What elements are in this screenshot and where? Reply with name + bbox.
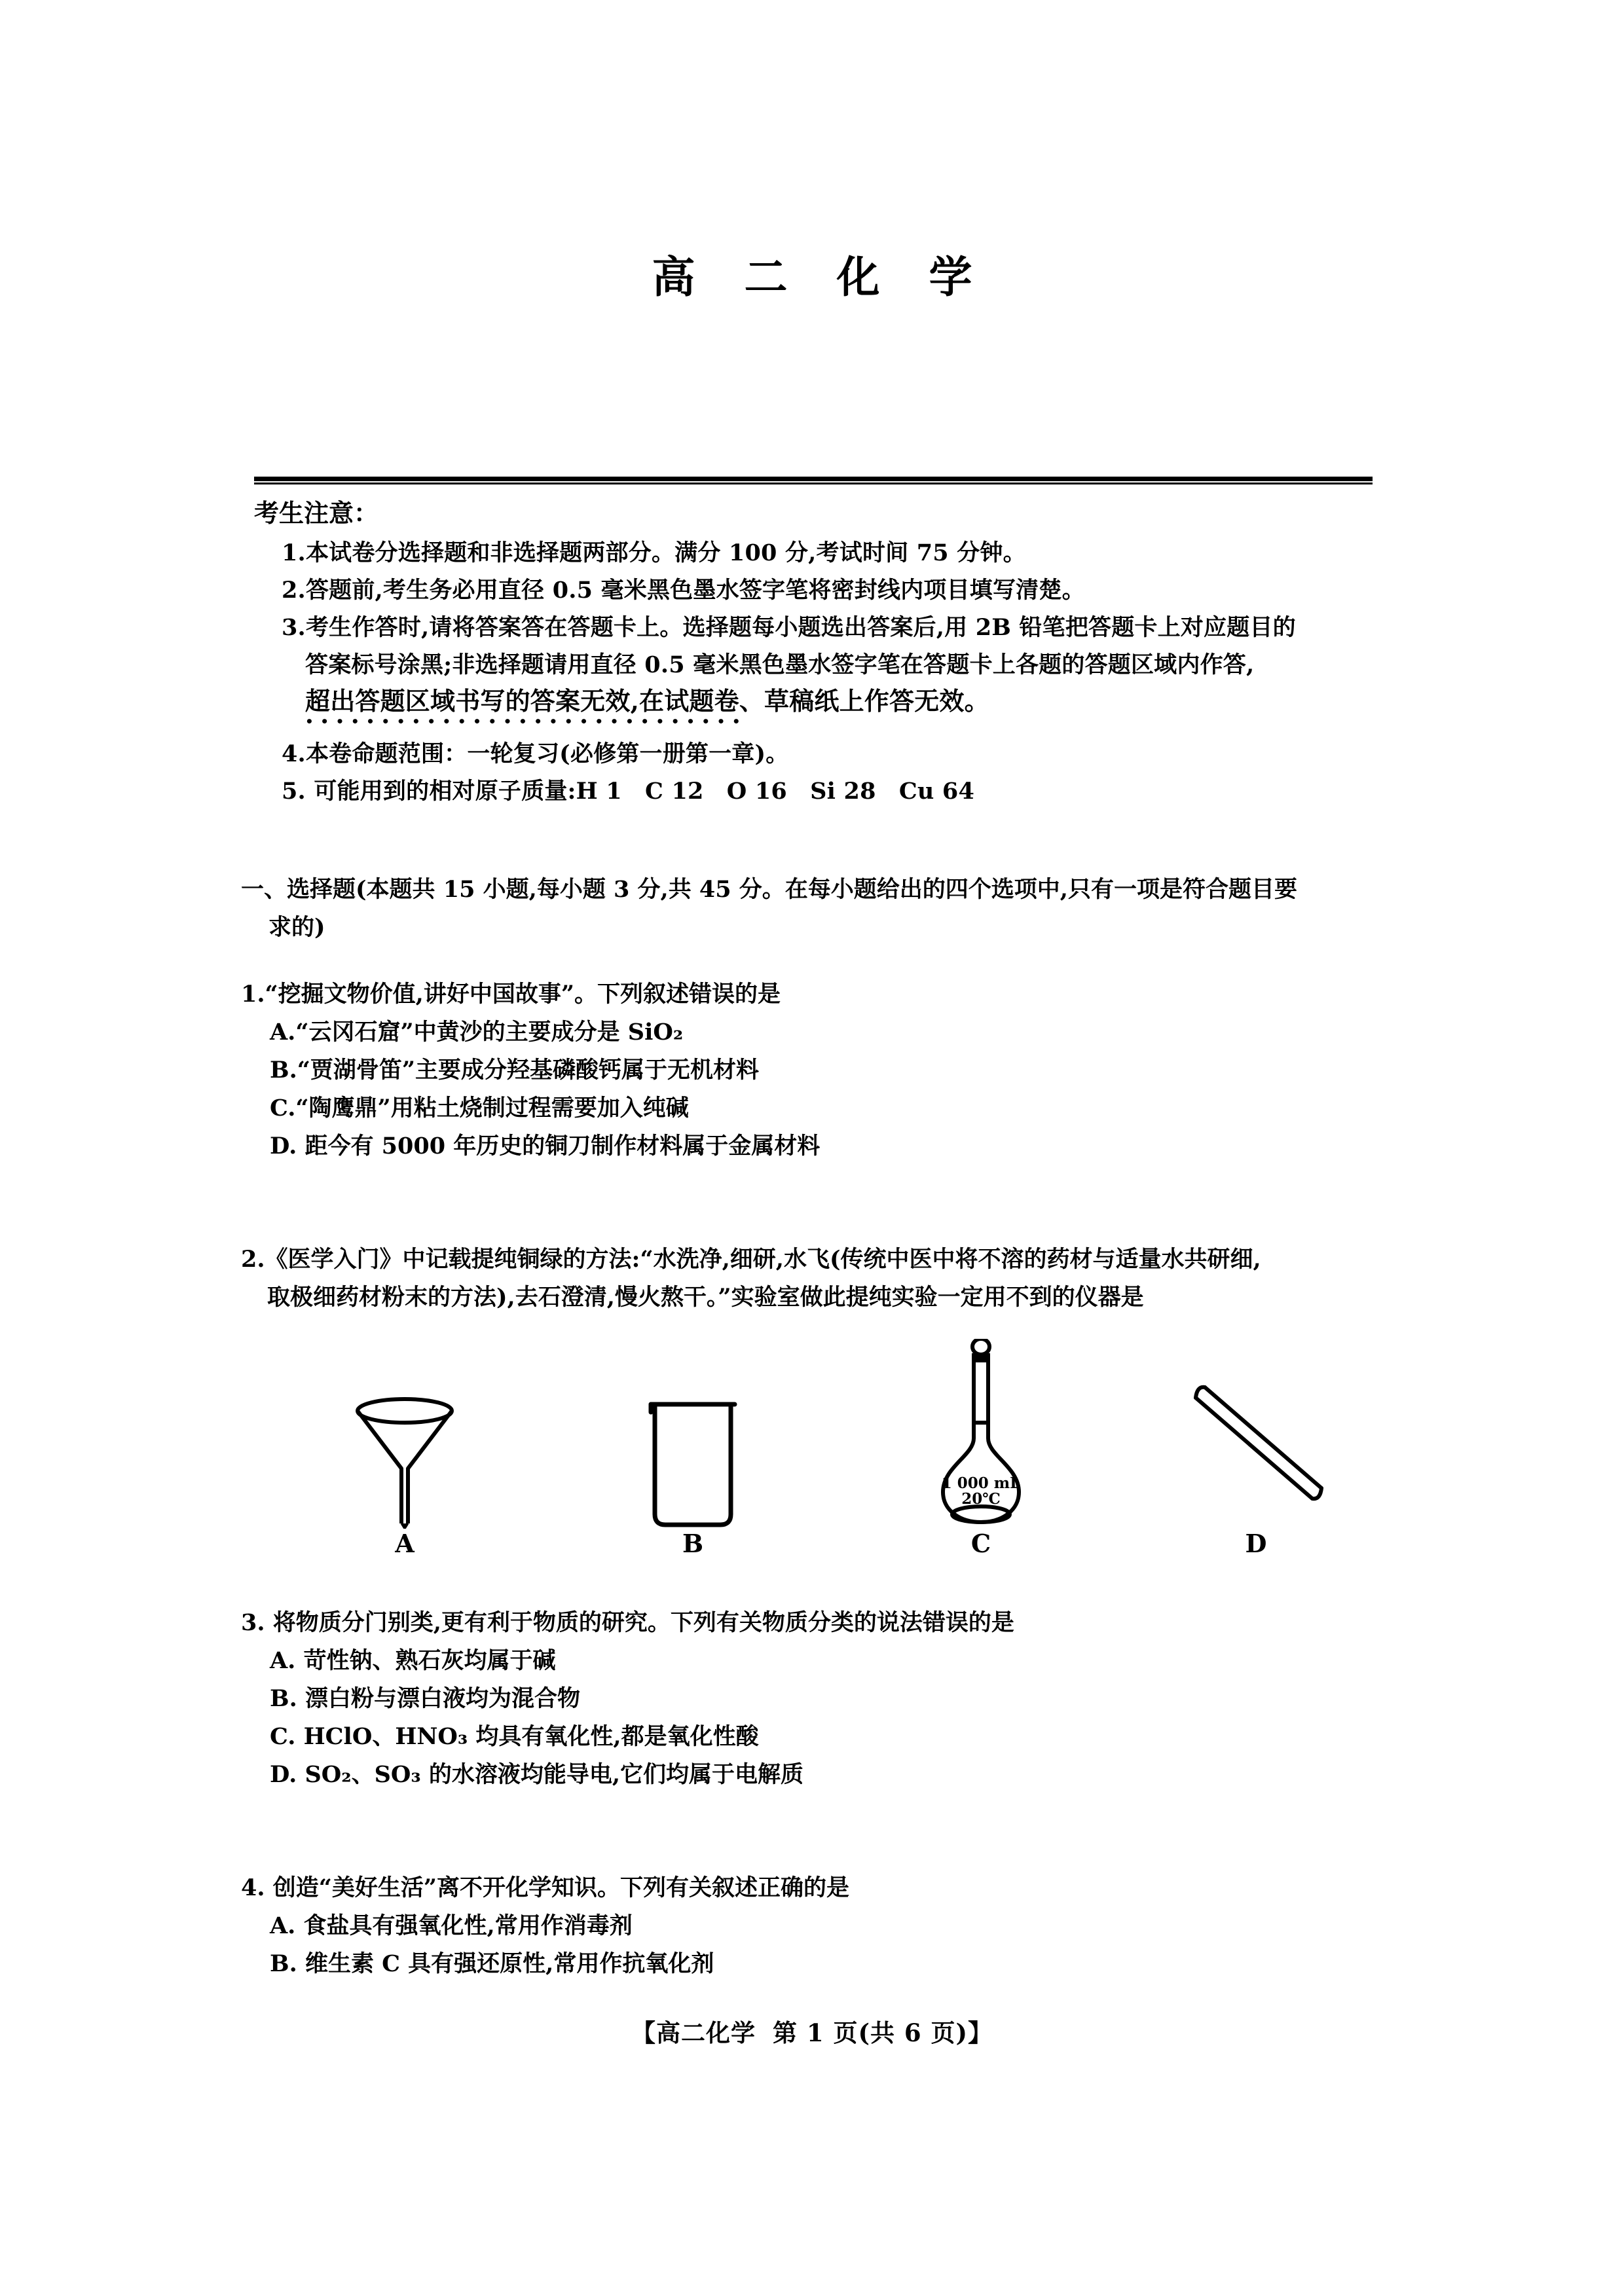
notice-item-4 [254,735,1380,773]
page-footer [0,2013,1624,2049]
apparatus-option-a[interactable] [306,1339,503,1575]
question-2-stem: 2.《医学入门》中记载提纯铜绿的方法:“水洗净,细研,水飞(传统中医中将不溶的药材与适量水共研细, [241,1246,1261,1273]
funnel-icon [306,1339,503,1529]
emphasis-dots: ••••••••••••••••••••••••••••• [305,718,748,725]
notice-item-1-text: 1.本试卷分选择题和非选择题两部分。满分 100 分,考试时间 75 分钟。 [282,539,1026,566]
question-4 [241,1869,1382,1983]
question-2-stem-cont: 取极细药材粉末的方法),去石澄清,慢火熬干。”实验室做此提纯实验一定用不到的仪器是 [267,1284,1144,1311]
notice-item-5-text: 5. 可能用到的相对原子质量:H 1 C 12 O 16 Si 28 Cu 64 [282,778,975,805]
footer-right-bracket: 】 [968,2018,993,2047]
apparatus-option-c[interactable] [883,1339,1079,1575]
question-1-option-b[interactable]: B.“贾湖骨笛”主要成分羟基磷酸钙属于无机材料 [270,1057,760,1084]
question-3-option-b[interactable]: B. 漂白粉与漂白液均为混合物 [270,1685,580,1712]
svg-text:20℃: 20℃ [961,1490,1001,1508]
apparatus-label-a: A [395,1529,415,1558]
svg-text:1 000 mL: 1 000 mL [941,1474,1021,1492]
divider-thick-line [254,477,1373,481]
apparatus-option-d[interactable] [1158,1339,1354,1575]
candidate-notice [254,496,1380,810]
notice-divider [254,477,1373,484]
notice-list [254,534,1380,810]
question-4-option-b[interactable]: B. 维生素 C 具有强还原性,常用作抗氧化剂 [270,1950,714,1977]
question-4-option-a[interactable]: A. 食盐具有强氧化性,常用作消毒剂 [270,1912,633,1939]
question-3-option-a[interactable]: A. 苛性钠、熟石灰均属于碱 [270,1647,556,1674]
question-3-option-d[interactable]: D. SO₂、SO₃ 的水溶液均能导电,它们均属于电解质 [270,1761,804,1788]
glass-rod-icon [1158,1339,1354,1529]
apparatus-label-b: B [682,1529,704,1558]
notice-item-4-text: 4.本卷命题范围：一轮复习(必修第一册第一章)。 [282,740,789,767]
question-1 [241,975,1382,1165]
notice-emphasis-text [305,685,989,725]
notice-item-3 [254,609,1380,725]
notice-heading: 考生注意： [254,498,379,528]
question-2-figure [241,1339,1382,1575]
footer-subject: 高二化学 [655,2018,756,2047]
beaker-icon [595,1339,791,1529]
notice-item-1 [254,534,1380,572]
divider-thin-line [254,483,1373,484]
apparatus-label-c: C [970,1529,991,1558]
question-3-option-c[interactable]: C. HClO、HNO₃ 均具有氧化性,都是氧化性酸 [270,1723,759,1750]
question-1-option-d[interactable]: D. 距今有 5000 年历史的铜刀制作材料属于金属材料 [270,1133,821,1159]
section-heading-line2: 求的) [268,914,325,941]
notice-item-3-cont: 答案标号涂黑;非选择题请用直径 0.5 毫米黑色墨水签字笔在答题卡上各题的答题区域内作答, [305,651,1255,678]
question-3 [241,1604,1382,1794]
question-1-option-c[interactable]: C.“陶鹰鼎”用粘土烧制过程需要加入纯碱 [270,1095,689,1121]
notice-item-2-text: 2.答题前,考生务必用直径 0.5 毫米黑色墨水签字笔将密封线内项目填写清楚。 [282,577,1085,604]
question-3-stem: 3. 将物质分门别类,更有利于物质的研究。下列有关物质分类的说法错误的是 [241,1609,1014,1636]
notice-emphasis-inner: 超出答题区域书写的答案无效,在试题卷、草稿纸上作答无效。 [305,686,989,716]
notice-item-5 [254,773,1380,810]
notice-item-2 [254,572,1380,609]
question-1-option-a[interactable]: A.“云冈石窟”中黄沙的主要成分是 SiO₂ [270,1019,684,1046]
question-4-stem: 4. 创造“美好生活”离不开化学知识。下列有关叙述正确的是 [241,1874,849,1901]
apparatus-label-d: D [1245,1529,1267,1558]
notice-item-3-text: 3.考生作答时,请将答案答在答题卡上。选择题每小题选出答案后,用 2B 铅笔把答题卡上对应题目的 [282,614,1296,641]
footer-left-bracket: 【 [631,2018,656,2047]
section-heading-line1: 一、选择题(本题共 15 小题,每小题 3 分,共 45 分。在每小题给出的四个选项中,只有一项是符合题目要 [241,876,1297,903]
question-1-stem: 1.“挖掘文物价值,讲好中国故事”。下列叙述错误的是 [241,981,781,1008]
apparatus-option-b[interactable] [595,1339,791,1575]
notice-item-3-emphasis-wrap [282,683,1380,725]
page-title: 高 二 化 学 [652,251,989,302]
footer-page-number: 第 1 页(共 6 页) [772,2018,969,2047]
section-heading-choice [241,871,1382,947]
volumetric-flask-icon [883,1339,1079,1529]
question-2 [241,1241,1382,1317]
